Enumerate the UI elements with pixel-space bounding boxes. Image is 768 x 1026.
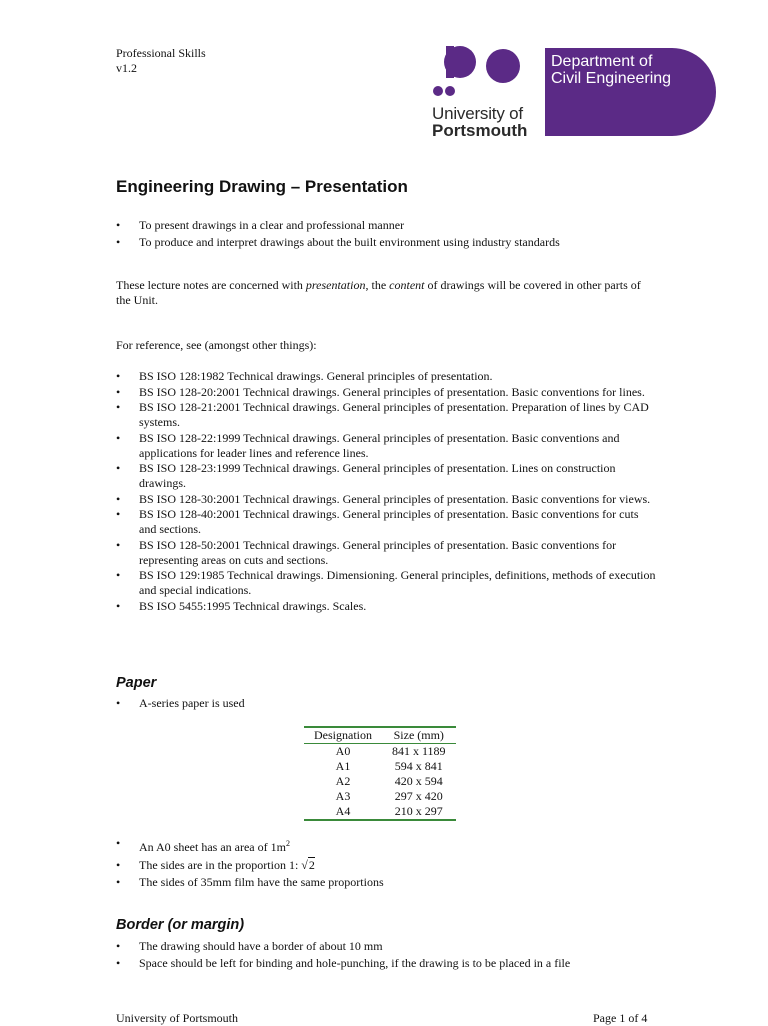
column-header-designation: Designation [304,727,382,744]
version-label: v1.2 [116,61,137,75]
objectives-list [116,218,656,252]
footer-page-number: Page 1 of 4 [593,1011,648,1025]
intro-text-1: These lecture notes are concerned with [116,278,306,292]
intro-text-2: , the [365,278,390,292]
table-header-row [304,727,456,744]
table-row [304,774,456,789]
list-item: • BS ISO 128-30:2001 Technical drawings. General principles of presentation. Basic conventions for views. [116,492,656,507]
table-row [304,804,456,820]
list-item: • BS ISO 128-20:2001 Technical drawings. General principles of presentation. Basic conventions for lines. [116,385,656,400]
designation-cell: A4 [335,804,351,818]
proportion-radicand: 2 [308,858,315,872]
list-item: • Space should be left for binding and hole-punching, if the drawing is to be placed in a file [116,956,656,971]
paper-heading: Paper [116,675,157,691]
list-item: • To present drawings in a clear and professional manner [116,218,656,233]
area-superscript: 2 [285,839,290,848]
column-header-size: Size (mm) [382,727,456,744]
paper-bullets-bottom [116,836,656,890]
paper-bullets-top [116,696,656,711]
intro-text-3: of drawings will be covered in other parts of the Unit. [116,278,641,307]
course-name: Professional Skills [116,46,206,60]
list-item: • BS ISO 128-23:1999 Technical drawings. General principles of presentation. Lines on construction drawings. [116,461,656,491]
intro-emphasis-content: content [389,278,425,292]
designation-cell: A3 [335,789,351,803]
references-list [116,369,656,614]
proportion-text: The sides are in the proportion 1: [139,858,299,872]
department-line-1: Department of [551,53,653,70]
university-wordmark [432,105,527,140]
size-cell: 297 x 420 [394,789,443,803]
border-bullets [116,939,656,973]
footer-university: University of Portsmouth [116,1011,238,1025]
list-item: • To produce and interpret drawings about the built environment using industry standards [116,235,656,250]
size-cell: 841 x 1189 [392,744,446,758]
page-title: Engineering Drawing – Presentation [116,177,408,196]
list-item: • BS ISO 129:1985 Technical drawings. Dimensioning. General principles, definitions, methods of execution and special indications. [116,568,656,598]
border-heading: Border (or margin) [116,917,245,933]
table-row [304,744,456,760]
department-banner [545,48,716,136]
size-cell: 594 x 841 [394,759,443,773]
list-item: • BS ISO 128:1982 Technical drawings. General principles of presentation. [116,369,656,384]
list-item: • The drawing should have a border of about 10 mm [116,939,656,954]
designation-cell: A0 [335,744,351,758]
intro-emphasis-presentation: presentation [305,278,366,292]
designation-cell: A1 [335,759,351,773]
list-item: • A-series paper is used [116,696,656,711]
area-text: An A0 sheet has an area of 1m [139,840,286,854]
list-item: • BS ISO 128-21:2001 Technical drawings. General principles of presentation. Preparation of lines by CAD systems. [116,400,656,430]
list-item: • BS ISO 128-22:1999 Technical drawings. General principles of presentation. Basic conventions and applications for leader lines and reference lines. [116,431,656,461]
table-row [304,789,456,804]
list-item [116,836,656,855]
university-line-1: University of [432,104,523,123]
intro-paragraph [116,278,646,308]
table-row [304,759,456,774]
list-item [116,858,656,873]
list-item: • BS ISO 128-50:2001 Technical drawings. General principles of presentation. Basic conventions for representing areas on cuts and sections. [116,538,656,568]
university-line-2: Portsmouth [432,121,528,140]
size-cell: 210 x 297 [394,804,443,818]
reference-intro: For reference, see (amongst other things): [116,338,317,352]
paper-size-table [304,726,456,821]
paper-size-rows [304,744,456,821]
list-item: • BS ISO 128-40:2001 Technical drawings. General principles of presentation. Basic conventions for cuts and sections. [116,507,656,537]
size-cell: 420 x 594 [394,774,443,788]
university-logo-icon [432,44,522,102]
square-root-icon: √ [301,858,308,872]
document-header [116,46,206,76]
designation-cell: A2 [335,774,351,788]
list-item: • BS ISO 5455:1995 Technical drawings. Scales. [116,599,656,614]
list-item: • The sides of 35mm film have the same proportions [116,875,656,890]
department-line-2: Civil Engineering [551,70,672,87]
